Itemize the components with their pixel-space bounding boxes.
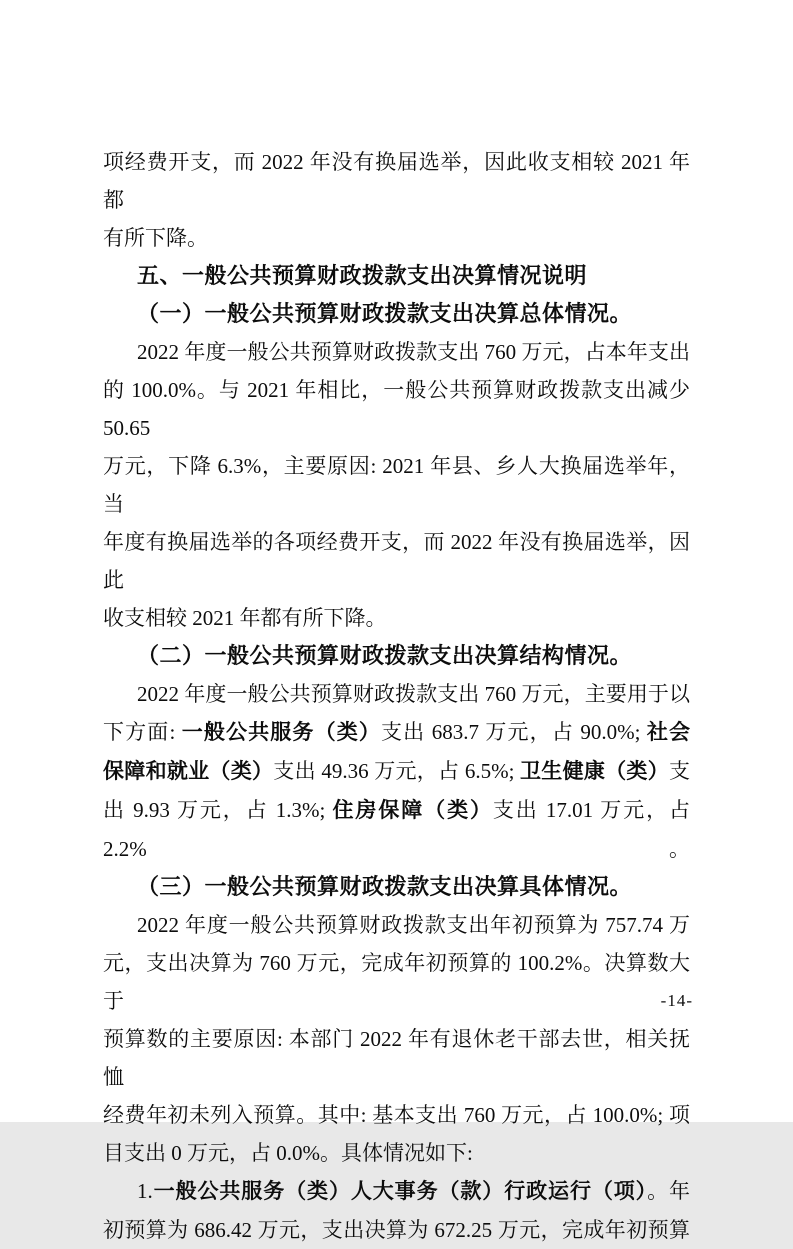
heading-text: （二）一般公共预算财政拨款支出决算结构情况。 (137, 643, 633, 668)
body-text: 2022 年度一般公共预算财政拨款支出 760 万元，主要用于以 (137, 682, 690, 706)
subsection-heading-2 (103, 637, 690, 675)
emphasis-text: 住房保障（类） (332, 799, 493, 822)
heading-text: （一）一般公共预算财政拨款支出决算总体情况。 (137, 301, 633, 326)
text-line (103, 333, 690, 371)
subsection-heading-3 (103, 868, 690, 906)
body-text: 支出 49.36 万元，占 6.5%; (273, 759, 520, 783)
text-line (103, 371, 690, 447)
text-line (103, 143, 690, 219)
emphasis-text: 一般公共服务（类）人大事务（款）行政运行（项） (152, 1180, 648, 1203)
text-line (103, 791, 690, 868)
body-text: 支出 683.7 万元，占 90.0%; (381, 720, 647, 744)
body-text: 万元，下降 6.3%，主要原因: 2021 年县、乡人大换届选举年，当 (103, 454, 690, 516)
item-1-heading-line (103, 1172, 690, 1211)
body-text: 。年 (647, 1179, 691, 1203)
body-text: 1. (137, 1179, 153, 1203)
page-number: -14- (660, 991, 693, 1010)
body-text: 2022 年度一般公共预算财政拨款支出年初预算为 757.74 万 (137, 913, 690, 937)
body-text: 经费年初未列入预算。其中: 基本支出 760 万元，占 100.0%; 项 (103, 1103, 690, 1127)
page-content (103, 143, 690, 1249)
body-text: 收支相较 2021 年都有所下降。 (103, 606, 387, 630)
text-line (103, 1020, 690, 1096)
section-heading-5 (103, 257, 690, 295)
body-text: 初预算为 686.42 万元，支出决算为 672.25 万元，完成年初预算 (103, 1218, 690, 1242)
emphasis-text: 卫生健康（类） (520, 760, 670, 783)
body-text: 支出 17.01 万元，占 2.2%。 (103, 798, 691, 861)
text-line (103, 219, 690, 257)
text-line (103, 599, 690, 637)
text-line (103, 906, 690, 944)
body-text: 有所下降。 (103, 226, 208, 250)
heading-text: 五、一般公共预算财政拨款支出决算情况说明 (137, 263, 588, 288)
text-line (103, 713, 690, 752)
body-text: 2022 年度一般公共预算财政拨款支出 760 万元，占本年支出 (137, 340, 690, 364)
subsection-heading-1 (103, 295, 690, 333)
text-line (103, 944, 690, 1020)
body-text: 下方面: (103, 720, 182, 744)
body-text: 目支出 0 万元，占 0.0%。具体情况如下: (103, 1141, 473, 1165)
emphasis-text: 保障和就业（类） (103, 760, 274, 783)
body-text: 支 (669, 759, 691, 783)
body-text: 预算数的主要原因: 本部门 2022 年有退休老干部去世，相关抚恤 (103, 1027, 690, 1089)
body-text: 年度有换届选举的各项经费开支，而 2022 年没有换届选举，因此 (103, 530, 690, 592)
emphasis-text: 一般公共服务（类） (181, 721, 382, 744)
text-line (103, 675, 690, 713)
body-text: 项经费开支，而 2022 年没有换届选举，因此收支相较 2021 年都 (103, 150, 690, 212)
text-line (103, 1211, 690, 1249)
body-text: 出 9.93 万元，占 1.3%; (103, 798, 333, 822)
text-line (103, 447, 690, 523)
emphasis-text: 社会 (646, 721, 691, 744)
text-line (103, 523, 690, 599)
heading-text: （三）一般公共预算财政拨款支出决算具体情况。 (137, 874, 633, 899)
body-text: 元，支出决算为 760 万元，完成年初预算的 100.2%。决算数大于 (103, 951, 690, 1013)
text-line (103, 1096, 690, 1134)
text-line (103, 752, 690, 791)
text-line (103, 1134, 690, 1172)
body-text: 的 100.0%。与 2021 年相比，一般公共预算财政拨款支出减少 50.65 (103, 378, 690, 440)
